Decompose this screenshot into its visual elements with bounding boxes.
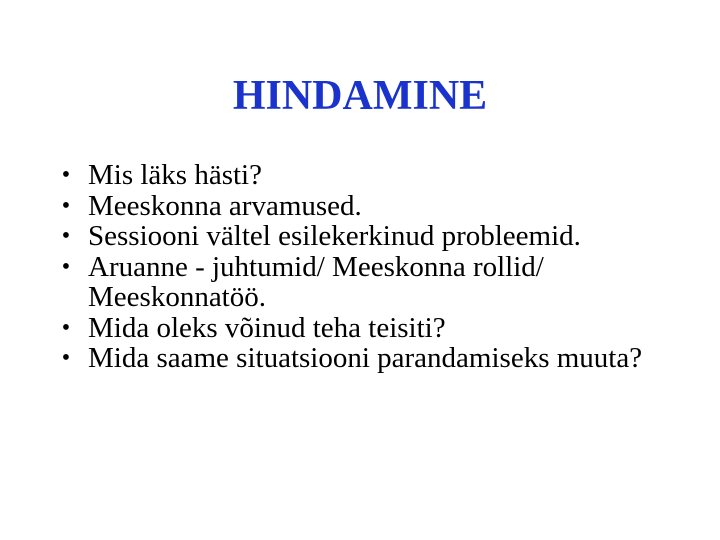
bullet-icon: • bbox=[61, 314, 71, 341]
bullet-icon: • bbox=[61, 192, 71, 219]
bullet-text: Meeskonna arvamused. bbox=[88, 189, 362, 222]
bullet-item bbox=[56, 160, 676, 191]
bullet-item bbox=[56, 343, 676, 374]
bullet-text: Mida oleks võinud teha teisiti? bbox=[88, 311, 446, 344]
bullet-icon: • bbox=[61, 162, 71, 188]
bullet-text: Sessiooni vältel esilekerkinud probleemid. bbox=[88, 220, 581, 252]
bullet-icon: • bbox=[61, 253, 71, 280]
bullet-icon: • bbox=[61, 223, 71, 249]
bullet-item bbox=[56, 221, 676, 252]
bullet-item bbox=[56, 252, 676, 313]
bullet-list bbox=[56, 160, 676, 374]
slide-title: HINDAMINE bbox=[232, 73, 488, 119]
bullet-text: Mida saame situatsiooni parandamiseks muuta? bbox=[88, 342, 643, 374]
bullet-icon: • bbox=[61, 345, 71, 371]
bullet-item bbox=[56, 191, 676, 222]
bullet-item bbox=[56, 313, 676, 344]
bullet-text: Aruanne - juhtumid/ Meeskonna rollid/ Meeskonnatöö. bbox=[88, 250, 544, 313]
bullet-text: Mis läks hästi? bbox=[88, 159, 262, 191]
